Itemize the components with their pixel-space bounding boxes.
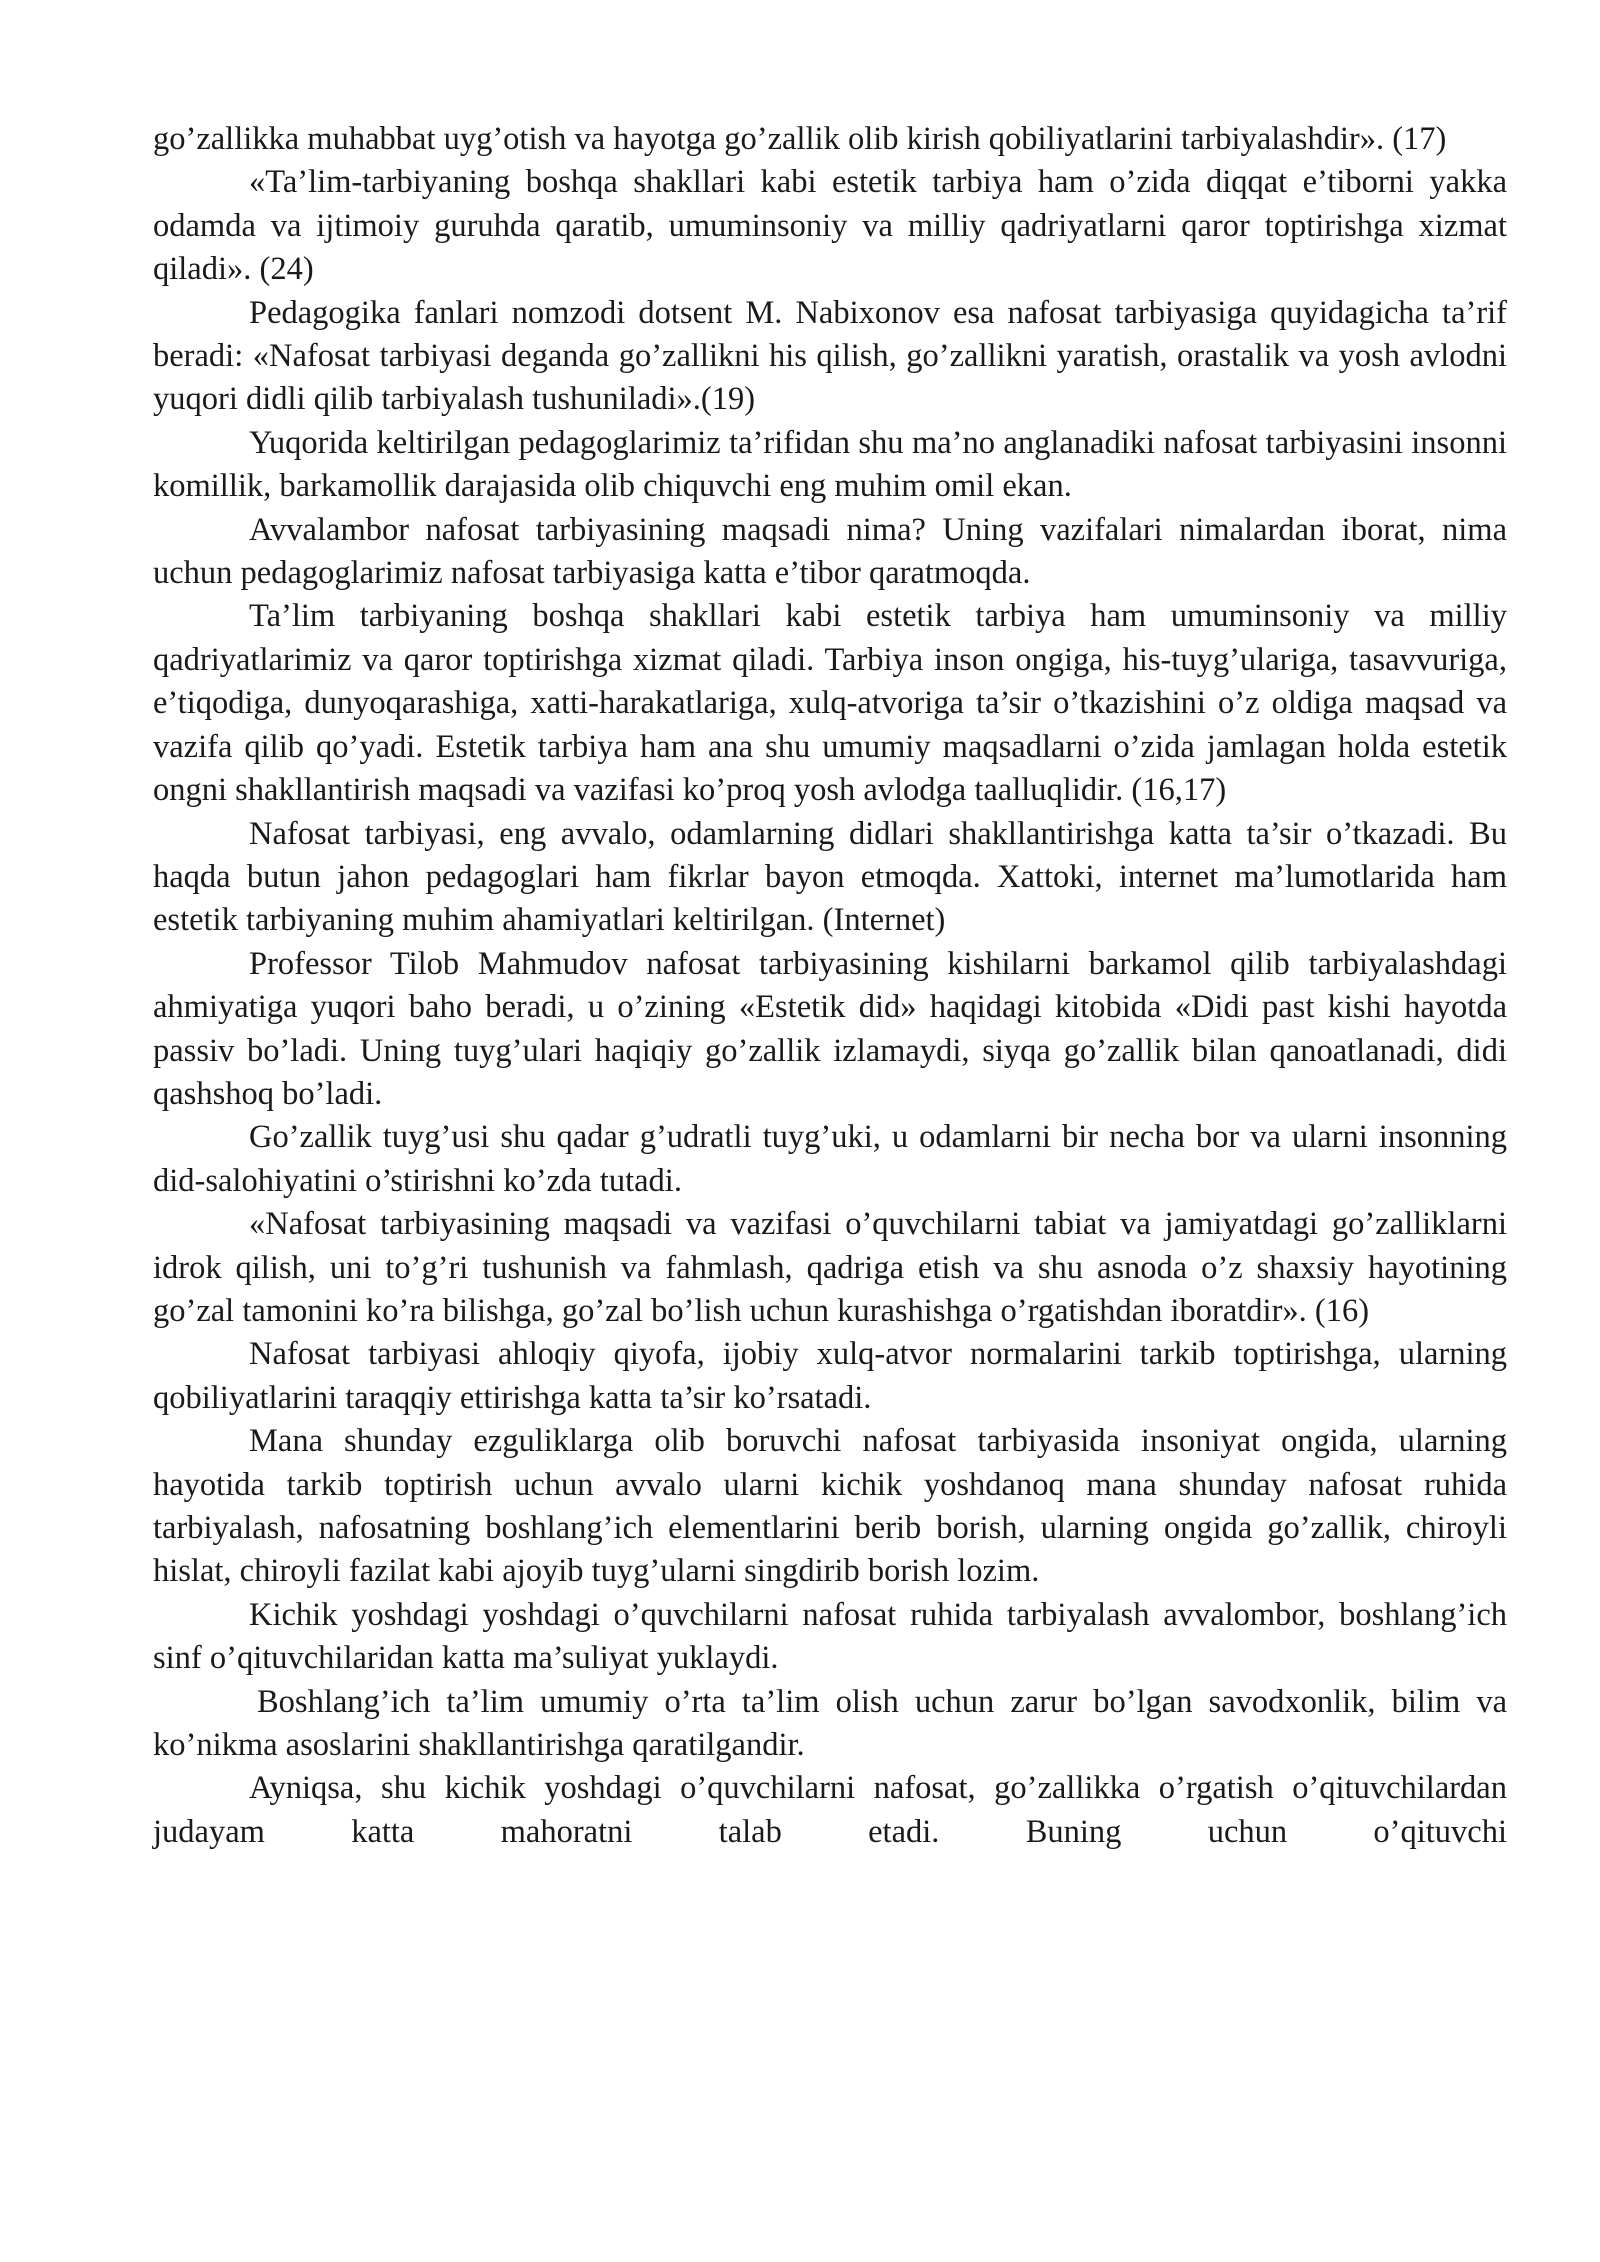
paragraph-4: Yuqorida keltirilgan pedagoglarimiz ta’rifidan shu ma’no anglanadiki nafosat tarbiyasini insonni komillik, barkamollik darajasida olib chiquvchi eng muhim omil ekan.	[153, 424, 1507, 505]
paragraph-9: Go’zallik tuyg’usi shu qadar g’udratli tuyg’uki, u odamlarni bir necha bor va ularni insonning did-salohiyatini o’stirishni ko’zda tutadi.	[153, 1119, 1507, 1199]
paragraph-14: Boshlang’ich ta’lim umumiy o’rta ta’lim olish uchun zarur bo’lgan savodxonlik, bilim va ko’nikma asoslarini shakllantirishga qaratilgandir.	[153, 1683, 1507, 1764]
paragraph-8: Professor Tilob Mahmudov nafosat tarbiyasining kishilarni barkamol qilib tarbiyalashdagi ahmiyatiga yuqori baho beradi, u o’zining «Estetik did» haqidagi kitobida «Didi past kishi hayotda passiv bo’ladi. Uning tuyg’ulari haqiqiy go’zallik izlamaydi, siyqa go’zallik bilan qanoatlanadi, didi qashshoq bo’ladi.	[153, 945, 1507, 1112]
paragraph-10: «Nafosat tarbiyasining maqsadi va vazifasi o’quvchilarni tabiat va jamiyatdagi go’zalliklarni idrok qilish, uni to’g’ri tushunish va fahmlash, qadriga etish va shu asnoda o’z shaxsiy hayotining go’zal tamonini ko’ra bilishga, go’zal bo’lish uchun kurashishga o’rgatishdan iboratdir». (16)	[153, 1206, 1507, 1329]
paragraph-1: go’zallikka muhabbat uyg’otish va hayotga go’zallik olib kirish qobiliyatlarini tarbiyalashdir». (17)	[153, 121, 1447, 157]
paragraph-13: Kichik yoshdagi yoshdagi o’quvchilarni nafosat ruhida tarbiyalash avvalombor, boshlang’ich sinf o’qituvchilaridan katta ma’suliyat yuklaydi.	[153, 1596, 1507, 1677]
document-page	[153, 118, 1507, 1854]
paragraph-12: Mana shunday ezguliklarga olib boruvchi nafosat tarbiyasida insoniyat ongida, ularning hayotida tarkib toptirish uchun avvalo ularni kichik yoshdanoq mana shunday nafosat ruhida tarbiyalash, nafosatning boshlang’ich elementlarini berib borish, ularning ongida go’zallik, chiroyli hislat, chiroyli fazilat kabi ajoyib tuyg’ularni singdirib borish lozim.	[153, 1423, 1507, 1590]
paragraph-2: «Ta’lim-tarbiyaning boshqa shakllari kabi estetik tarbiya ham o’zida diqqat e’tiborni yakka odamda va ijtimoiy guruhda qaratib, umuminsoniy va milliy qadriyatlarni qaror toptirishga xizmat qiladi». (24)	[153, 164, 1507, 288]
paragraph-3: Pedagogika fanlari nomzodi dotsent M. Nabixonov esa nafosat tarbiyasiga quyidagicha ta’rif beradi: «Nafosat tarbiyasi deganda go’zallikni his qilish, go’zallikni yaratish, orastalik va yosh avlodni yuqori didli qilib tarbiyalash tushuniladi».(19)	[153, 294, 1507, 418]
paragraph-7: Nafosat tarbiyasi, eng avvalo, odamlarning didlari shakllantirishga katta ta’sir o’tkazadi. Bu haqda butun jahon pedagoglari ham fikrlar bayon etmoqda. Xattoki, internet ma’lumotlarida ham estetik tarbiyaning muhim ahamiyatlari keltirilgan. (Internet)	[153, 815, 1507, 939]
paragraph-15: Ayniqsa, shu kichik yoshdagi o’quvchilarni nafosat, go’zallikka o’rgatish o’qituvchilardan judayam katta mahoratni talab etadi. Buning uchun o’qituvchi	[153, 1770, 1507, 1850]
paragraph-5: Avvalambor nafosat tarbiyasining maqsadi nima? Uning vazifalari nimalardan iborat, nima uchun pedagoglarimiz nafosat tarbiyasiga katta e’tibor qaratmoqda.	[153, 511, 1507, 592]
paragraph-11: Nafosat tarbiyasi ahloqiy qiyofa, ijobiy xulq-atvor normalarini tarkib toptirishga, ularning qobiliyatlarini taraqqiy ettirishga katta ta’sir ko’rsatadi.	[153, 1336, 1507, 1416]
paragraph-6: Ta’lim tarbiyaning boshqa shakllari kabi estetik tarbiya ham umuminsoniy va milliy qadriyatlarimiz va qaror toptirishga xizmat qiladi. Tarbiya inson ongiga, his-tuyg’ulariga, tasavvuriga, e’tiqodiga, dunyoqarashiga, xatti-harakatlariga, xulq-atvoriga ta’sir o’tkazishini o’z oldiga maqsad va vazifa qilib qo’yadi. Estetik tarbiya ham ana shu umumiy maqsadlarni o’zida jamlagan holda estetik ongni shakllantirish maqsadi va vazifasi ko’proq yosh avlodga taalluqlidir. (16,17)	[153, 598, 1507, 809]
